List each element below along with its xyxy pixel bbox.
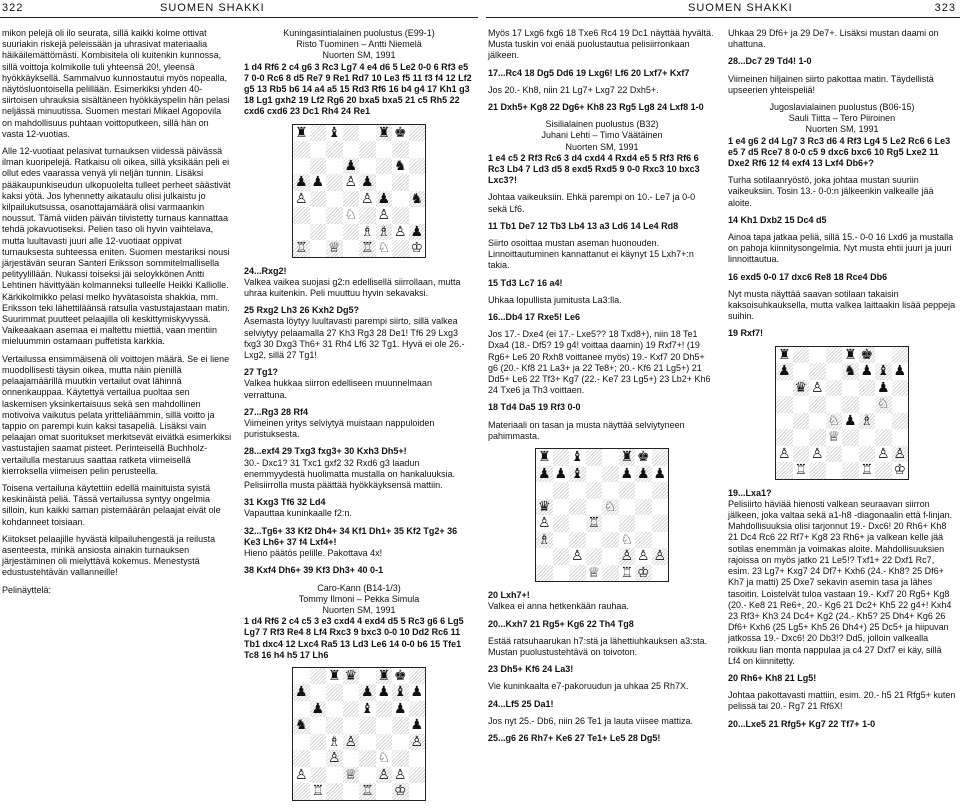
dark-square	[310, 125, 327, 142]
white-knight-icon: ♘	[377, 240, 391, 257]
paragraph: Toisena vertailuna käytettiin edellä mainituista syistä keskinäistä peliä. Tässä vertailussa syntyy ongelmia silloin, kun kaikki saman pistemäärän pelaajat eivät ole kohdanneet toisiaan.	[2, 482, 221, 527]
dark-square	[826, 380, 843, 397]
black-queen-icon: ♛	[794, 379, 808, 396]
black-knight-icon: ♞	[410, 190, 424, 207]
black-pawn-icon: ♟	[377, 190, 391, 207]
board-tuominen-niemela	[292, 124, 426, 258]
dark-square	[776, 429, 793, 446]
dark-square	[809, 363, 826, 380]
dark-square	[392, 717, 409, 734]
white-pawn-icon: ♙	[893, 445, 907, 462]
dark-square	[569, 532, 586, 549]
black-pawn-icon: ♟	[636, 465, 650, 482]
black-pawn-icon: ♟	[344, 157, 358, 174]
column-3	[488, 28, 716, 750]
paragraph: Pelinäyttelä:	[2, 584, 52, 595]
right-header-rule	[486, 17, 960, 18]
white-pawn-icon: ♙	[810, 379, 824, 396]
annotation: Estää ratsuhaarukan h7:stä ja lähettiuhkauksen a3:sta. Mustan puolustustehtävä on toivoton.	[488, 635, 708, 657]
dark-square	[826, 347, 843, 364]
game-moves: 24...Rxg2!	[244, 265, 287, 276]
dark-square	[793, 347, 810, 364]
dark-square	[392, 141, 409, 158]
right-running-title: SUOMEN SHAKKI	[688, 2, 793, 14]
game-moves: 1 e4 c5 2 Rf3 Rc6 3 d4 cxd4 4 Rxd4 e5 5 Rf3 Rf6 6 Rc3 Lb4 7 Ld3 d5 8 exd5 Rxd5 9 0-0 Rxc3 10 bxc3 Lxc3?!	[488, 152, 700, 186]
white-pawn-icon: ♙	[636, 548, 650, 565]
white-queen-icon: ♕	[827, 429, 841, 446]
game-players: Tommy Ilmoni – Pekka Simula	[298, 593, 420, 604]
annotation: Uhkaa 29 Df6+ ja 29 De7+. Lisäksi mustan daami on uhattuna.	[728, 28, 939, 50]
dark-square	[409, 701, 426, 718]
black-pawn-icon: ♟	[876, 379, 890, 396]
annotation: Myös 17 Lxg6 fxg6 18 Txe6 Rc4 19 Dc1 näyttää hyvältä. Musta tuskin voi enää puolustautua pelisiirronkaan jälkeen.	[488, 28, 714, 61]
game-players: Juhani Lehti – Timo Väätäinen	[541, 130, 663, 141]
black-rook-icon: ♜	[377, 667, 391, 684]
black-pawn-icon: ♟	[360, 174, 374, 191]
black-pawn-icon: ♟	[393, 700, 407, 717]
dark-square	[343, 701, 360, 718]
black-rook-icon: ♜	[620, 449, 634, 466]
black-pawn-icon: ♟	[311, 174, 325, 191]
game-moves: 20 Rh6+ Kh8 21 Lg5!	[728, 672, 817, 683]
annotation: Vie kuninkaalta e7-pakoruudun ja uhkaa 25 Rh7X.	[488, 681, 689, 692]
dark-square	[310, 224, 327, 241]
dark-square	[343, 125, 360, 142]
dark-square	[310, 191, 327, 208]
black-pawn-icon: ♟	[294, 684, 308, 701]
black-queen-icon: ♛	[344, 667, 358, 684]
black-pawn-icon: ♟	[777, 363, 791, 380]
dark-square	[359, 207, 376, 224]
dark-square	[293, 783, 310, 800]
dark-square	[326, 174, 343, 191]
black-bishop-icon: ♝	[570, 449, 584, 466]
annotation: Johtaa vaikeuksiin. Ehkä parempi on 10.- Le7 ja 0-0 sekä Lf6.	[488, 192, 696, 214]
white-rook-icon: ♖	[794, 462, 808, 479]
annotation: Jos nyt 25.- Db6, niin 26 Te1 ja lauta viisee mattiza.	[488, 715, 693, 726]
column-2	[244, 28, 474, 809]
game-event: Nuorten SM, 1991	[565, 141, 639, 152]
black-king-icon: ♚	[393, 667, 407, 684]
black-pawn-icon: ♟	[410, 717, 424, 734]
dark-square	[776, 396, 793, 413]
white-pawn-icon: ♙	[537, 515, 551, 532]
dark-square	[602, 532, 619, 549]
dark-square	[293, 750, 310, 767]
annotation: Jos 17.- Dxe4 (ei 17.- Lxe5?? 18 Txd8+), niin 18 Te1 Dxa4 (18.- Df5? 19 g4! voittaa daamin) 19 Rxf7+! (19 Rg6+ Le6 20 Rxh8 voittanee myös) 19.- Kxf7 20 Dh5+ g6 (20.- Kf8 21 La3+ ja 22 Te8+; 20.- Kf6 21 Lg5+) 21 Dd5+ Le6 22 Tf3+ Kg7 (22.- Ke7 23 Lg5+) 23 Lb2+ Kh6 24 Txe6 ja Th3 voittaen.	[488, 329, 711, 396]
dark-square	[310, 767, 327, 784]
dark-square	[293, 141, 310, 158]
white-rook-icon: ♖	[294, 240, 308, 257]
black-pawn-icon: ♟	[893, 363, 907, 380]
dark-square	[359, 141, 376, 158]
black-knight-icon: ♞	[843, 363, 857, 380]
annotation: Uhkaa lopullista jumitusta La3:lla.	[488, 294, 622, 305]
black-pawn-icon: ♟	[377, 684, 391, 701]
game-moves: 1 e4 g6 2 d4 Lg7 3 Rc3 d6 4 Rf3 Lg4 5 Le2 Rc6 6 Le3 e5 7 d5 Rce7 8 0-0 c5 9 dxc6 bxc6 10 Rg5 Lxe2 11 Dxe2 Rf6 12 f4 exf4 13 Lxf4 Db6+?	[728, 135, 951, 169]
dark-square	[569, 565, 586, 582]
white-pawn-icon: ♙	[377, 766, 391, 783]
annotation: Siirto osoittaa mustan aseman huonouden. Linnoittautuminen kannattanut ei käynyt 15 Lxh7+:n takia.	[488, 238, 694, 271]
white-queen-icon: ♕	[344, 766, 358, 783]
black-knight-icon: ♞	[393, 157, 407, 174]
game-moves: 28...exf4 29 Txg3 fxg3+ 30 Kxh3 Dh5+!	[244, 446, 407, 457]
paragraph: Alle 12-vuotiaat pelasivat turnauksen viidessä päivässä ilman kuoripelejä. Ratkaisu oli oikea, sillä yksikään peli ei ollut edes vaarassa venyä yli neljän tunnin. Lisäksi pääkaupunkiseudun ulkopuolelta tulleet perheet säästivät kaksi yötä. Jos lyhennetty aikataulu olisi julkaistu jo kilpailukutsussa, osanottajamäärä olisi varmaankin noussut. Tämä viiden päivän tiivistetty turnaus kannattaa tehdä jokavuotiseksi. Pelien taso oli hyvin vaihtelava, mutta luultavasti juuri alle 12-vuotiaat oppivat turnauksesta suhteessa eniten. Suomen mestariksi nousi järjestävän seuran Santeri Eriksson sommitelmallisella pelityylillään. Nukassi toiseksi jäi seloykkönen Antti Lehtinen hävittyään kolmanneksi tulleelle Heikki Kalliolle. Kärkikolmikko pelasi melko hyvätasoista shakkia, mm. Eriksson teki lähettiläänsä ratsulla vastustajastaan matin. Suurimmat puutteet pelaajilla oli keskittymiskyvyssä. Vaikeaakaan asemaa ei maltettu miettiä, vaan mentiin mieluummin ostamaan puffetista karkkia.	[2, 146, 231, 347]
white-knight-icon: ♘	[377, 750, 391, 767]
dark-square	[602, 565, 619, 582]
game-moves: 16...Db4 17 Rxe5! Le6	[488, 312, 581, 323]
annotation: Viimeinen yritys selviytyä muistaan nappuloiden puristuksesta.	[244, 418, 435, 440]
black-pawn-icon: ♟	[311, 700, 325, 717]
black-knight-icon: ♞	[294, 717, 308, 734]
dark-square	[343, 191, 360, 208]
game-event: Nuorten SM, 1991	[322, 50, 396, 61]
annotation: Hieno päätös pelille. Pakottava 4x!	[244, 548, 383, 559]
dark-square	[293, 207, 310, 224]
dark-square	[392, 174, 409, 191]
annotation: Ainoa tapa jatkaa peliä, sillä 15.- 0-0 16 Lxd6 ja mustalla on pahoja kiinnitysongelmia. Nyt musta ehtii juuri ja juuri linnoittautua.	[728, 232, 954, 265]
game-moves: 27 Tg1?	[244, 367, 279, 378]
dark-square	[376, 734, 393, 751]
dark-square	[619, 482, 636, 499]
game-moves: 1 d4 Rf6 2 c4 c5 3 e3 cxd4 4 exd4 d5 5 Rc3 g6 6 Lg5 Lg7 7 Rf3 Re4 8 Lf4 Rxc3 9 bxc3 0-0 10 Dd2 Rc6 11 Tb1 dxc4 12 Lxc4 Ra5 13 Ld3 Le6 14 0-0 b6 15 Tfe1 Tc8 16 h4 h5 17 Lh6	[244, 616, 464, 660]
black-pawn-icon: ♟	[360, 684, 374, 701]
right-page-number: 323	[934, 2, 956, 14]
game-moves: 14 Kh1 Dxb2 15 Dc4 d5	[728, 214, 827, 225]
black-pawn-icon: ♟	[410, 223, 424, 240]
dark-square	[409, 125, 426, 142]
game-moves: 20...Lxe5 21 Rfg5+ Kg7 22 Tf7+ 1-0	[728, 718, 876, 729]
annotation: Viimeinen hiljainen siirto pakottaa matin. Täydellistä upseerien yhteispeliä!	[728, 73, 934, 95]
board-lehti-vaatainen	[535, 448, 669, 582]
dark-square	[326, 141, 343, 158]
dark-square	[376, 701, 393, 718]
white-bishop-icon: ♗	[377, 223, 391, 240]
annotation: Johtaa pakottavasti mattiin, esim. 20.- h5 21 Rfg5+ kuten pelissä tai 20.- Rg7 21 Rf6X!	[728, 690, 956, 712]
dark-square	[602, 466, 619, 483]
game-moves: 20 Lxh7+!	[488, 590, 530, 601]
white-queen-icon: ♕	[587, 564, 601, 581]
white-pawn-icon: ♙	[410, 733, 424, 750]
dark-square	[326, 783, 343, 800]
dark-square	[793, 413, 810, 430]
black-pawn-icon: ♟	[620, 465, 634, 482]
dark-square	[892, 347, 909, 364]
annotation: Asemasta löytyy luultavasti parempi siirto, sillä valkea selviytyy pelaamalla 27 Kh3 Rg3 28 De1! Tf6 29 Lxg3 fxg3 30 Dxg3 Th6+ 31 Rh4 Lf6 32 Tg1. Hyvä ei ole 26.- Lxg2, sillä 27 Tg1!	[244, 316, 465, 361]
black-king-icon: ♚	[636, 449, 650, 466]
white-pawn-icon: ♙	[777, 445, 791, 462]
dark-square	[652, 449, 669, 466]
game-moves: 1 d4 Rf6 2 c4 g6 3 Rc3 Lg7 4 e4 d6 5 Le2 0-0 6 Rf3 e5 7 0-0 Rc6 8 d5 Re7 9 Re1 Rd7 10 Le3 f5 11 f3 f4 12 Lf2 g5 13 Rb5 b6 14 a4 a5 15 Rd3 Rf6 16 b4 g4 17 Kh1 g3 18 Lg1 gxh2 19 Lf2 Rg6 20 bxa5 bxa5 21 c5 Rh5 22 cxd6 cxd6 23 Dc1 Rh4 24 Re1	[244, 61, 472, 117]
dark-square	[586, 482, 603, 499]
white-pawn-icon: ♙	[570, 548, 584, 565]
black-pawn-icon: ♟	[410, 684, 424, 701]
white-knight-icon: ♘	[620, 531, 634, 548]
white-bishop-icon: ♗	[360, 223, 374, 240]
left-page-number: 322	[2, 2, 24, 14]
white-rook-icon: ♖	[860, 462, 874, 479]
dark-square	[619, 515, 636, 532]
game-event: Nuorten SM, 1991	[322, 604, 396, 615]
game-moves: 20...Kxh7 21 Rg5+ Kg6 22 Th4 Tg8	[488, 618, 634, 629]
annotation: Vapauttaa kuninkaalle f2:n.	[244, 508, 352, 519]
black-pawn-icon: ♟	[653, 465, 667, 482]
black-rook-icon: ♜	[537, 449, 551, 466]
dark-square	[842, 396, 859, 413]
annotation: Turha sotilaanryöstö, joka johtaa mustan suuriin vaikeuksiin. Tosin 13.- 0-0:n jälkeenkin valkealle jää aloite.	[728, 175, 934, 208]
dark-square	[553, 515, 570, 532]
white-knight-icon: ♘	[603, 498, 617, 515]
left-header-rule	[0, 17, 478, 18]
column-4	[728, 28, 956, 736]
white-queen-icon: ♕	[327, 240, 341, 257]
black-rook-icon: ♜	[294, 124, 308, 141]
dark-square	[776, 462, 793, 479]
dark-square	[826, 446, 843, 463]
game-moves: 25...g6 26 Rh7+ Ke6 27 Te1+ Le5 28 Dg5!	[488, 732, 661, 743]
game-moves: 15 Td3 Lc7 16 a4!	[488, 277, 563, 288]
dark-square	[310, 734, 327, 751]
left-running-title: SUOMEN SHAKKI	[160, 2, 265, 14]
black-pawn-icon: ♟	[554, 465, 568, 482]
dark-square	[859, 446, 876, 463]
game-moves: 19...Lxa1?	[728, 487, 772, 498]
game-moves: 18 Td4 Da5 19 Rf3 0-0	[488, 402, 581, 413]
black-pawn-icon: ♟	[843, 412, 857, 429]
black-rook-icon: ♜	[843, 346, 857, 363]
game-opening: Caro-Kann (B14-1/3)	[317, 582, 401, 593]
black-pawn-icon: ♟	[860, 363, 874, 380]
game-moves: 38 Kxf4 Dh6+ 39 Kf3 Dh3+ 40 0-1	[244, 565, 384, 576]
black-king-icon: ♚	[393, 124, 407, 141]
dark-square	[409, 767, 426, 784]
white-rook-icon: ♖	[360, 240, 374, 257]
white-pawn-icon: ♙	[393, 223, 407, 240]
white-pawn-icon: ♙	[653, 548, 667, 565]
black-bishop-icon: ♝	[327, 124, 341, 141]
game-opening: Kuningasintialainen puolustus (E99-1)	[283, 28, 435, 38]
dark-square	[586, 449, 603, 466]
black-bishop-icon: ♝	[876, 363, 890, 380]
game-opening: Sisilialainen puolustus (B32)	[545, 119, 659, 130]
dark-square	[875, 429, 892, 446]
dark-square	[652, 515, 669, 532]
dark-square	[842, 462, 859, 479]
white-king-icon: ♔	[410, 240, 424, 257]
dark-square	[635, 499, 652, 516]
white-pawn-icon: ♙	[294, 766, 308, 783]
game-moves: 21 Dxh5+ Kg8 22 Dg6+ Kh8 23 Rg5 Lg8 24 Lxf8 1-0	[488, 102, 704, 113]
white-pawn-icon: ♙	[876, 445, 890, 462]
dark-square	[793, 446, 810, 463]
dark-square	[892, 380, 909, 397]
white-pawn-icon: ♙	[393, 766, 407, 783]
black-rook-icon: ♜	[377, 124, 391, 141]
game-moves: 24...Lf5 25 Da1!	[488, 698, 554, 709]
dark-square	[392, 750, 409, 767]
white-king-icon: ♔	[893, 462, 907, 479]
dark-square	[586, 548, 603, 565]
black-pawn-icon: ♟	[294, 174, 308, 191]
black-pawn-icon: ♟	[537, 465, 551, 482]
white-king-icon: ♔	[393, 783, 407, 800]
annotation: Jos 20.- Kh8, niin 21 Lg7+ Lxg7 22 Dxh5+.	[488, 84, 659, 95]
board-tiitta-piiroinen	[775, 346, 909, 480]
dark-square	[809, 462, 826, 479]
annotation: Nyt musta näyttää saavan sotilaan takaisin kaksoisuhkauksella, mutta valkea laittaakin lisää peppeja suihin.	[728, 288, 956, 322]
dark-square	[553, 482, 570, 499]
game-event: Nuorten SM, 1991	[805, 124, 879, 135]
dark-square	[326, 207, 343, 224]
white-pawn-icon: ♙	[327, 750, 341, 767]
dark-square	[326, 684, 343, 701]
dark-square	[892, 413, 909, 430]
paragraph: Kiitokset pelaajille hyvästä kilpailuhengestä ja reilusta asenteesta, minkä ansiosta ainakin turnauksen järjestäminen oli mielyttävä kokemus. Menestystä edustustehtävän vallanneille!	[2, 533, 216, 578]
game-moves: 17...Rc4 18 Dg5 Dd6 19 Lxg6! Lf6 20 Lxf7+ Kxf7	[488, 67, 690, 78]
dark-square	[652, 482, 669, 499]
game-moves: 27...Rg3 28 Rf4	[244, 406, 309, 417]
black-rook-icon: ♜	[777, 346, 791, 363]
annotation: 30.- Dxc1? 31 Txc1 gxf2 32 Rxd6 g3 laadun enemmyydestä huolimatta mustalla on hankaluuksia. Pelisiirrolla musta päättää hyökkäyksensä mattiin.	[244, 457, 456, 491]
paragraph: Vertailussa ensimmäisenä oli voittojen määrä. Se ei liene muodollisesti täysin oikea, mutta näin pienillä pelaajamäärillä muutkin vertailut ovat lähinnä onnenkauppaa. Käytettyä vertailua puoltaa sen laskemisen yksinkertaisuus sekä sen mahdollinen motivoiva vaikutus pelata yritteliäämmin, sillä voitto ja tappio on parempi kuin kaksi tasapeliä. Lisäksi vain pelaajan omat suoritukset merkitsevät eivätkä esimerkiksi vastustajien saamat pisteet. Perinteisellä Buchholz-vertailulla mestaruus saattaa ratketa viimeisellä kierroksella viimeisen pelin perusteella.	[2, 353, 232, 476]
white-bishop-icon: ♗	[860, 412, 874, 429]
game-moves: 28...Dc7 29 Td4! 1-0	[728, 56, 812, 67]
annotation: Valkea vaikea suojasi g2:n edellisellä siirrollaan, mutta uhraa kuitenkin. Peli muuttuu hyvin sekavaksi.	[244, 276, 461, 299]
game-moves: 16 exd5 0-0 17 dxc6 Re8 18 Rce4 Db6	[728, 271, 888, 282]
dark-square	[392, 207, 409, 224]
white-bishop-icon: ♗	[327, 733, 341, 750]
black-rook-icon: ♜	[327, 667, 341, 684]
dark-square	[359, 750, 376, 767]
dark-square	[859, 380, 876, 397]
white-knight-icon: ♘	[876, 396, 890, 413]
white-rook-icon: ♖	[620, 564, 634, 581]
dark-square	[310, 668, 327, 685]
game-players: Risto Tuominen – Antti Niemelä	[296, 39, 422, 50]
white-pawn-icon: ♙	[360, 190, 374, 207]
dark-square	[376, 158, 393, 175]
dark-square	[842, 429, 859, 446]
dark-square	[536, 565, 553, 582]
white-pawn-icon: ♙	[810, 445, 824, 462]
game-moves: 32...Tg6+ 33 Kf2 Dh4+ 34 Kf1 Dh1+ 35 Kf2 Tg2+ 36 Ke3 Lh6+ 37 f4 Lxf4+!	[244, 525, 458, 547]
dark-square	[569, 499, 586, 516]
black-bishop-icon: ♝	[393, 684, 407, 701]
dark-square	[343, 224, 360, 241]
white-rook-icon: ♖	[311, 783, 325, 800]
dark-square	[875, 462, 892, 479]
white-knight-icon: ♘	[344, 207, 358, 224]
dark-square	[392, 240, 409, 257]
black-king-icon: ♚	[860, 346, 874, 363]
white-king-icon: ♔	[636, 564, 650, 581]
game-moves: 19 Rxf7!	[728, 328, 764, 339]
black-bishop-icon: ♝	[360, 700, 374, 717]
dark-square	[359, 717, 376, 734]
dark-square	[553, 449, 570, 466]
dark-square	[409, 668, 426, 685]
game-moves: 25 Rxg2 Lh3 26 Kxh2 Dg5?	[244, 305, 360, 316]
white-bishop-icon: ♗	[537, 531, 551, 548]
dark-square	[409, 158, 426, 175]
white-knight-icon: ♘	[827, 412, 841, 429]
dark-square	[809, 429, 826, 446]
white-rook-icon: ♖	[360, 783, 374, 800]
dark-square	[635, 532, 652, 549]
white-pawn-icon: ♙	[377, 207, 391, 224]
dark-square	[310, 158, 327, 175]
paragraph: mikon pelejä oli ilo seurata, sillä kaikki kolme ottivat suuriakin riskejä peleissään ja uhrasivat materiaalia häikäilemättömästi. Kombisitela oli kuitenkin kunnossa, sillä voittoja kolmikolle tuli yhteensä 20!, yleensä hyökkäyksellä. Sammalvuo kunnostautui myös nopealla, näytösluontoisella pelillään. Esimerkiksi yhden 40-siirtoisen uhrauksia sisältäneen hyökkäyspelin hän pelasi neljässä minuutissa. Suomen mestari Mikael Agopovila on mahdollisuus puhtaan voittoputkeen, sillä hän on vasta 12-vuotias.	[2, 28, 230, 139]
game-moves: 23 Dh5+ Kf6 24 La3!	[488, 664, 574, 675]
game-moves: 11 Tb1 De7 12 Tb3 Lb4 13 a3 Ld6 14 Le4 Rd8	[488, 220, 679, 231]
dark-square	[553, 548, 570, 565]
white-rook-icon: ♖	[587, 515, 601, 532]
game-players: Sauli Tiitta – Tero Piiroinen	[788, 113, 896, 124]
column-1	[2, 28, 232, 602]
annotation: Valkea ei anna hetkenkään rauhaa.	[488, 601, 629, 612]
white-pawn-icon: ♙	[344, 174, 358, 191]
black-queen-icon: ♛	[537, 498, 551, 515]
game-moves: 31 Kxg3 Tf6 32 Ld4	[244, 497, 326, 508]
black-bishop-icon: ♝	[570, 465, 584, 482]
annotation: Materiaali on tasan ja musta näyttää selviytyneen pahimmasta.	[488, 419, 685, 441]
annotation: Pelisiirto häviää hienosti valkean seuraavan siirron jälkeen, joka valtaa sekä a1-h8 -diagonaalin että f-linjan. Mahdollisuuksia olisi tarjonnut 19.- Dxc6! 20 Rh6+ Kh8 21 Dc4 Rc6 22 Rf7+ Kg8 23 Rh6+ ja valkean kelle jää sotilas enemmän ja voimakas aloite. Mahdollisuuksien rajoissa on myös jatko 21 Le5!? Txf1+ 22 Dxf1 Rc7, esim. 23 Lg7+ Kxg7 24 Df7+ Kxh6 (24.- Kh8? 25 Df6+ Kh7 ja matti) 25 Dxe7 sekavin asemin tasa ja lähes tasoitin. Loistelvät tuloa vastaan 19.- Kxf7 20 Rg5+ Kg8 (20.- Ke8 21 Re6+, 20.- Kg6 21 Dc2+ Kh5 22 g4+! Kxh4 23 Rf3+ Kh3 24 Dc4+ Kg2 (24.- Kh5? 25 Dh4+ Kg6 26 Df6+ Kxh6 (25 Lg5+ Kh5 26 Dh4+) 25 Dc5+ ja hiipuvan jatkossa 19.- Dxc6! 20 Db3!? Dd5, jolloin valkealla roikkuu lian monta nappulaa ja c4 27 Dxf7 ei käy, sillä Lf4 on kiinnitetty.	[728, 498, 953, 666]
white-pawn-icon: ♙	[344, 733, 358, 750]
board-ilmoni-simula	[292, 667, 426, 801]
dark-square	[809, 396, 826, 413]
dark-square	[326, 717, 343, 734]
annotation: Valkea hukkaa siirron edelliseen muunnelmaan verrattuna.	[244, 378, 432, 400]
game-opening: Jugoslavialainen puolustus (B06-15)	[769, 102, 915, 113]
white-pawn-icon: ♙	[294, 190, 308, 207]
white-pawn-icon: ♙	[620, 548, 634, 565]
